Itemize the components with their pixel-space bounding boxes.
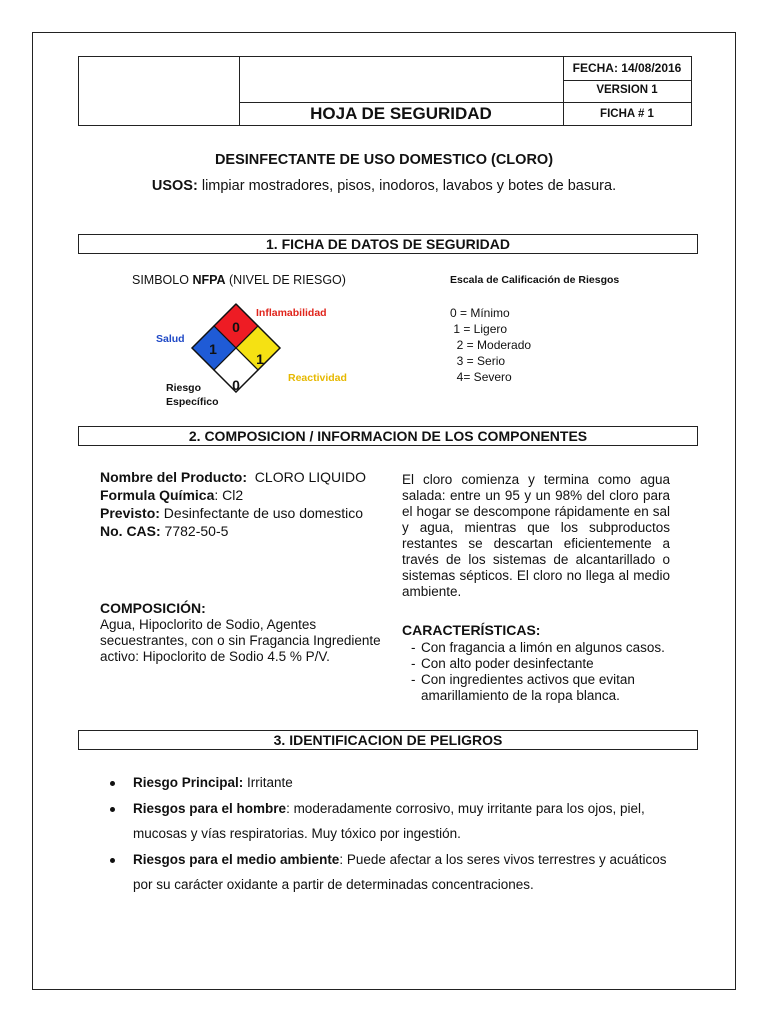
bullet-icon bbox=[110, 807, 115, 812]
usos-text: limpiar mostradores, pisos, inodoros, lavabos y botes de basura. bbox=[197, 178, 617, 194]
peligros-list bbox=[108, 770, 678, 898]
list-item: Riesgo Principal: Irritante bbox=[108, 770, 678, 795]
section-1-heading: 1. FICHA DE DATOS DE SEGURIDAD bbox=[78, 234, 698, 254]
scale-item: 3 = Serio bbox=[450, 354, 506, 368]
list-item: - Con ingredientes activos que evitan amarillamiento de la ropa blanca. bbox=[411, 672, 671, 704]
inflamabilidad-label: Inflamabilidad bbox=[256, 307, 327, 319]
salud-value: 1 bbox=[209, 341, 217, 357]
header-ficha: FICHA # 1 bbox=[600, 108, 654, 120]
formula-line: Formula Química: Cl2 bbox=[100, 487, 244, 503]
reactividad-value: 1 bbox=[256, 351, 264, 367]
product-info bbox=[100, 468, 366, 540]
bullet-icon bbox=[110, 781, 115, 786]
header-title: HOJA DE SEGURIDAD bbox=[310, 104, 492, 123]
scale-item: 4= Severo bbox=[450, 370, 512, 384]
especifico-label: Específico bbox=[166, 396, 219, 408]
bullet-icon bbox=[110, 858, 115, 863]
composicion-text: Agua, Hipoclorito de Sodio, Agentes secuestrantes, con o sin Fragancia Ingrediente activo: Hipoclorito de Sodio 4.5 % P/V. bbox=[100, 617, 381, 664]
chlorine-description: El cloro comienza y termina como agua salada: entre un 95 y un 98% del cloro para el hogar se descompone rápidamente en sal y agua, mientras que los subproductos restantes se descartan eficientemente a través de los sistemas de alcantarillado o sistemas sépticos. El cloro no llega al medio ambiente. bbox=[402, 472, 670, 599]
inflamabilidad-value: 0 bbox=[232, 319, 240, 335]
list-item: - Con fragancia a limón en algunos casos. bbox=[411, 640, 671, 656]
product-name-line: Nombre del Producto: CLORO LIQUIDO bbox=[100, 469, 367, 485]
scale-item: 0 = Mínimo bbox=[450, 306, 510, 320]
caracteristicas-list bbox=[411, 640, 671, 704]
header-date: FECHA: 14/08/2016 bbox=[572, 61, 682, 75]
scale-title: Escala de Calificación de Riesgos bbox=[450, 274, 620, 286]
cas-line: No. CAS: 7782-50-5 bbox=[100, 523, 229, 539]
list-item: - Con alto poder desinfectante bbox=[411, 656, 671, 672]
scale-item: 1 = Ligero bbox=[450, 322, 508, 336]
especifico-value: 0 bbox=[232, 377, 240, 393]
composicion-heading: COMPOSICIÓN: bbox=[100, 600, 206, 616]
nfpa-label: SIMBOLO NFPA (NIVEL DE RIESGO) bbox=[132, 273, 346, 287]
scale-list bbox=[450, 305, 531, 385]
header-version: VERSION 1 bbox=[596, 84, 658, 96]
scale-item: 2 = Moderado bbox=[450, 338, 532, 352]
previsto-line: Previsto: Desinfectante de uso domestico bbox=[100, 505, 364, 521]
section-3-heading: 3. IDENTIFICACION DE PELIGROS bbox=[78, 730, 698, 750]
riesgo-label: Riesgo bbox=[166, 382, 202, 394]
caracteristicas-heading: CARACTERÍSTICAS: bbox=[402, 622, 541, 638]
nfpa-diamond bbox=[150, 300, 370, 418]
usos-label: USOS: bbox=[151, 178, 198, 194]
salud-label: Salud bbox=[156, 333, 185, 345]
usos-line bbox=[0, 178, 768, 194]
reactividad-label: Reactividad bbox=[288, 372, 347, 384]
list-item: Riesgos para el hombre: moderadamente corrosivo, muy irritante para los ojos, piel, mucosas y vías respiratorias. Muy tóxico por ingestión. bbox=[108, 796, 678, 846]
header-table bbox=[78, 56, 692, 126]
list-item: Riesgos para el medio ambiente: Puede afectar a los seres vivos terrestres y acuáticos por su carácter oxidante a partir de determinadas concentraciones. bbox=[108, 847, 678, 897]
document-title: DESINFECTANTE DE USO DOMESTICO (CLORO) bbox=[214, 152, 554, 168]
section-2-heading: 2. COMPOSICION / INFORMACION DE LOS COMPONENTES bbox=[78, 426, 698, 446]
